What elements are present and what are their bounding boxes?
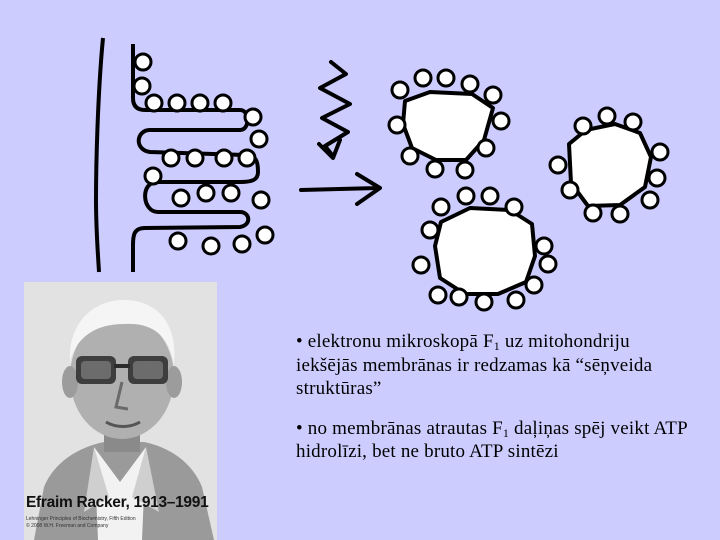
credit-line: Lehninger Principles of Biochemistry, Fifth Edition [26, 516, 136, 522]
f1-particle [612, 206, 628, 222]
f1-particle [451, 289, 467, 305]
f1-particle [145, 168, 161, 184]
bullet-text: daļiņas spēj veikt ATP hidrolīzi, bet ne bruto ATP sintēzi [296, 417, 688, 462]
f1-particle [493, 113, 509, 129]
f1-particle [392, 82, 408, 98]
vesicle-3 [435, 208, 535, 294]
f1-particle [170, 233, 186, 249]
f1-particle [476, 294, 492, 310]
bullet-text: • elektronu mikroskopā F [296, 331, 494, 352]
f1-particle [192, 95, 208, 111]
f1-particle [163, 150, 179, 166]
bullet-text: uz mitohondriju iekšējās membrānas ir redzamas kā “sēņveida struktūras” [296, 331, 653, 399]
f1-particle [585, 205, 601, 221]
f1-particle [508, 292, 524, 308]
f1-particle [173, 190, 189, 206]
f1-particle [485, 87, 501, 103]
bullet-subscript: 1 [502, 425, 510, 440]
f1-particle [223, 185, 239, 201]
f1-particle [203, 238, 219, 254]
f1-particle [216, 150, 232, 166]
f1-particle [457, 162, 473, 178]
photo-credit [26, 516, 211, 529]
f1-particle [402, 148, 418, 164]
bullet-list [296, 330, 696, 480]
f1-particle [540, 256, 556, 272]
f1-particle [146, 95, 162, 111]
f1-particle [422, 222, 438, 238]
photo-caption: Efraim Racker, 1913–1991 [26, 494, 209, 511]
f1-particle [169, 95, 185, 111]
vesicle-2 [569, 124, 651, 206]
f1-particle [187, 150, 203, 166]
f1-particle [413, 257, 429, 273]
f1-particle [526, 277, 542, 293]
bullet-item [296, 417, 696, 464]
f1-particle [135, 54, 151, 70]
f1-particle [478, 140, 494, 156]
f1-particle [438, 70, 454, 86]
bullet-text: • no membrānas atrautas F [296, 417, 503, 439]
f1-particle [415, 70, 431, 86]
f1-particle [245, 109, 261, 125]
f1-particle [462, 76, 478, 92]
f1-particle [433, 199, 449, 215]
bullet-item [296, 330, 696, 401]
f1-particle [506, 199, 522, 215]
portrait-photo [24, 282, 217, 540]
f1-particle [253, 192, 269, 208]
f1-particle [536, 238, 552, 254]
f1-particle [234, 236, 250, 252]
right-arrow-icon [301, 174, 380, 204]
credit-line: © 2008 W.H. Freeman and Company [26, 522, 109, 529]
zigzag-arrow-icon [320, 62, 350, 156]
f1-particle [575, 118, 591, 134]
f1-particle [215, 95, 231, 111]
f1-particle [625, 114, 641, 130]
f1-particle [257, 227, 273, 243]
f1-particle [430, 287, 446, 303]
f1-particle [599, 108, 615, 124]
f1-particle [134, 78, 150, 94]
f1-particle [550, 157, 566, 173]
f1-particle [652, 144, 668, 160]
f1-particle [427, 161, 443, 177]
f1-particle [458, 188, 474, 204]
f1-particle [198, 185, 214, 201]
bullet-subscript: 1 [493, 339, 500, 353]
f1-particle [239, 150, 255, 166]
f1-particle [562, 182, 578, 198]
f1-particle [642, 192, 658, 208]
f1-particle [482, 188, 498, 204]
f1-particle [649, 170, 665, 186]
f1-particle [389, 117, 405, 133]
outer-membrane [96, 38, 103, 272]
f1-particle [251, 131, 267, 147]
